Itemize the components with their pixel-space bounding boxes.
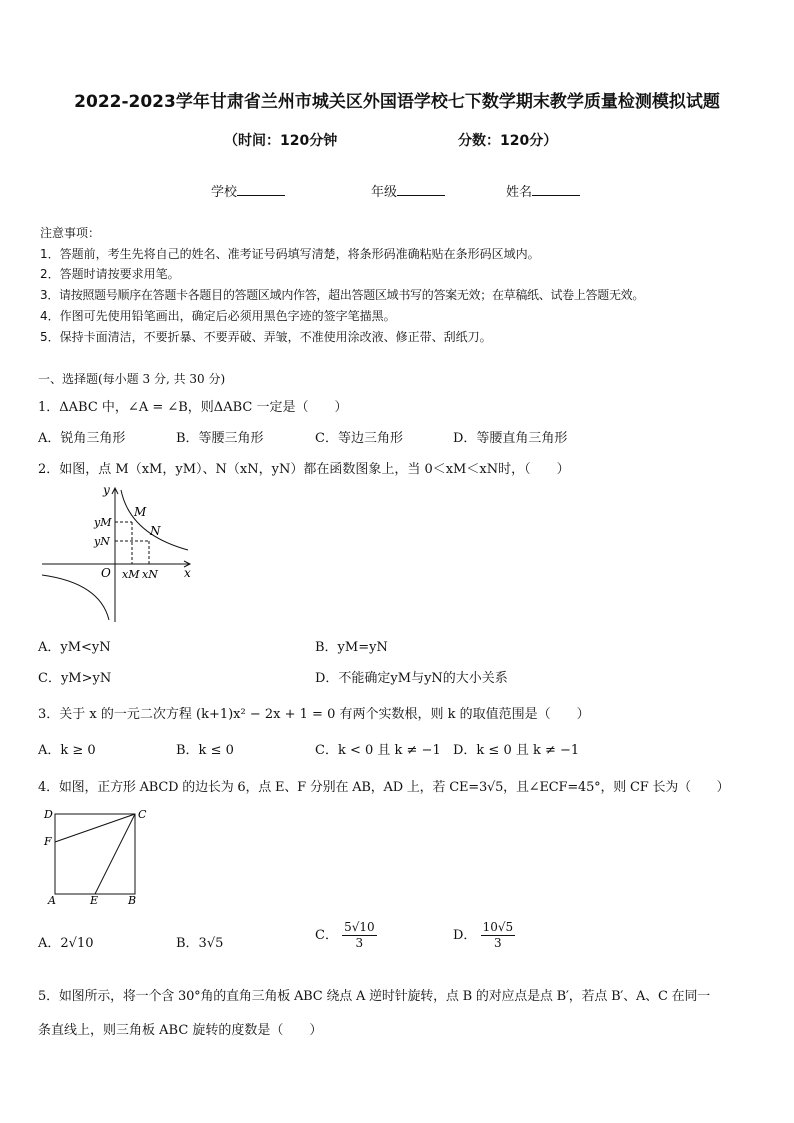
- square-abcd: [55, 814, 135, 894]
- point-m-label: M: [134, 505, 147, 519]
- fraction-numerator: 5√10: [344, 920, 375, 934]
- name-label: 姓名: [506, 185, 533, 200]
- xm-label: xM: [122, 568, 140, 581]
- xn-label: xN: [142, 568, 158, 581]
- name-field: [506, 181, 580, 200]
- q2-function-graph: [38, 482, 198, 624]
- question-5-line-1: 5．如图所示，将一个含 30°角的直角三角板 ABC 绕点 A 逆时针旋转，点 B 的对应点是点 B′，若点 B′、A、C 在同一: [38, 989, 711, 1004]
- curve-branch-2: [42, 575, 109, 620]
- point-e-label: E: [90, 894, 99, 906]
- note-item: 3．请按照题号顺序在答题卡各题目的答题区域内作答，超出答题区域书写的答案无效；在草稿纸、试卷上答题无效。: [40, 288, 645, 302]
- q4-option-c-label: C．: [315, 928, 338, 943]
- question-2-text: 2．如图，点 M（xM，yM）、N（xN，yN）都在函数图象上，当 0＜xM＜xN时，（ ）: [38, 462, 570, 477]
- ym-label: yM: [94, 516, 112, 529]
- point-n-label: N: [150, 524, 161, 538]
- grade-field: [371, 181, 445, 200]
- q2-option-b[interactable]: B．yM=yN: [315, 640, 388, 655]
- fraction-numerator: 10√5: [482, 920, 514, 934]
- vertex-b-label: B: [128, 894, 137, 906]
- q4-option-d-label: D．: [453, 928, 477, 943]
- q1-option-b[interactable]: B．等腰三角形: [176, 431, 264, 446]
- exam-time: （时间：120分钟: [224, 133, 338, 149]
- name-blank[interactable]: [532, 183, 580, 196]
- q4-option-d[interactable]: [453, 920, 515, 951]
- yn-label: yN: [94, 535, 110, 548]
- question-4-text: 4．如图，正方形 ABCD 的边长为 6，点 E、F 分别在 AB，AD 上，若 CE=3√5，且∠ECF=45°，则 CF 长为（ ）: [38, 780, 730, 795]
- x-axis-label: x: [184, 566, 191, 580]
- q3-option-c[interactable]: C．k < 0 且 k ≠ −1: [315, 743, 441, 758]
- school-field: [211, 181, 285, 200]
- fraction-denominator: 3: [355, 936, 364, 950]
- notes-heading: 注意事项：: [40, 226, 101, 240]
- grade-blank[interactable]: [397, 183, 445, 196]
- point-f-label: F: [44, 835, 52, 848]
- exam-score: 分数：120分）: [458, 133, 558, 149]
- page-title: 2022-2023学年甘肃省兰州市城关区外国语学校七下数学期末教学质量检测模拟试题: [74, 92, 720, 112]
- section-heading: 一、选择题(每小题 3 分, 共 30 分): [38, 372, 226, 386]
- q4-option-c[interactable]: [315, 920, 377, 951]
- question-1-text: 1．ΔABC 中，∠A = ∠B，则ΔABC 一定是（ ）: [38, 400, 348, 415]
- question-5-line-2: 条直线上，则三角板 ABC 旋转的度数是（ ）: [38, 1023, 323, 1038]
- question-3-text: 3．关于 x 的一元二次方程 (k+1)x² − 2x + 1 = 0 有两个实数根，则 k 的取值范围是（ ）: [38, 707, 590, 722]
- q4-option-c-fraction: [342, 920, 377, 951]
- q3-option-a[interactable]: A．k ≥ 0: [38, 743, 96, 758]
- q2-option-d[interactable]: D．不能确定yM与yN的大小关系: [315, 671, 508, 686]
- q1-option-d[interactable]: D．等腰直角三角形: [453, 431, 568, 446]
- q1-option-a[interactable]: A．锐角三角形: [38, 431, 126, 446]
- q2-option-a[interactable]: A．yM<yN: [38, 640, 111, 655]
- school-label: 学校: [211, 185, 238, 200]
- vertex-a-label: A: [48, 894, 56, 906]
- q2-option-c[interactable]: C．yM>yN: [38, 671, 112, 686]
- vertex-d-label: D: [44, 808, 53, 821]
- q4-option-d-fraction: [481, 920, 516, 951]
- y-axis-label: y: [103, 483, 110, 497]
- q1-option-c[interactable]: C．等边三角形: [315, 431, 403, 446]
- school-blank[interactable]: [237, 183, 285, 196]
- note-item: 4．作图可先使用铅笔画出，确定后必须用黑色字迹的签字笔描黑。: [40, 309, 396, 323]
- vertex-c-label: C: [138, 808, 147, 821]
- q4-option-a[interactable]: A．2√10: [38, 936, 94, 951]
- origin-label: O: [101, 566, 111, 580]
- q4-square-figure: [40, 804, 152, 906]
- note-item: 1．答题前，考生先将自己的姓名、准考证号码填写清楚，将条形码准确粘贴在条形码区域内。: [40, 247, 540, 261]
- grade-label: 年级: [371, 185, 398, 200]
- q3-option-b[interactable]: B．k ≤ 0: [176, 743, 234, 758]
- q3-option-d[interactable]: D．k ≤ 0 且 k ≠ −1: [453, 743, 580, 758]
- q4-option-b[interactable]: B．3√5: [176, 936, 224, 951]
- note-item: 2．答题时请按要求用笔。: [40, 267, 180, 281]
- fraction-denominator: 3: [494, 936, 502, 950]
- note-item: 5．保持卡面清洁，不要折暴、不要弄破、弄皱，不准使用涂改液、修正带、刮纸刀。: [40, 330, 492, 344]
